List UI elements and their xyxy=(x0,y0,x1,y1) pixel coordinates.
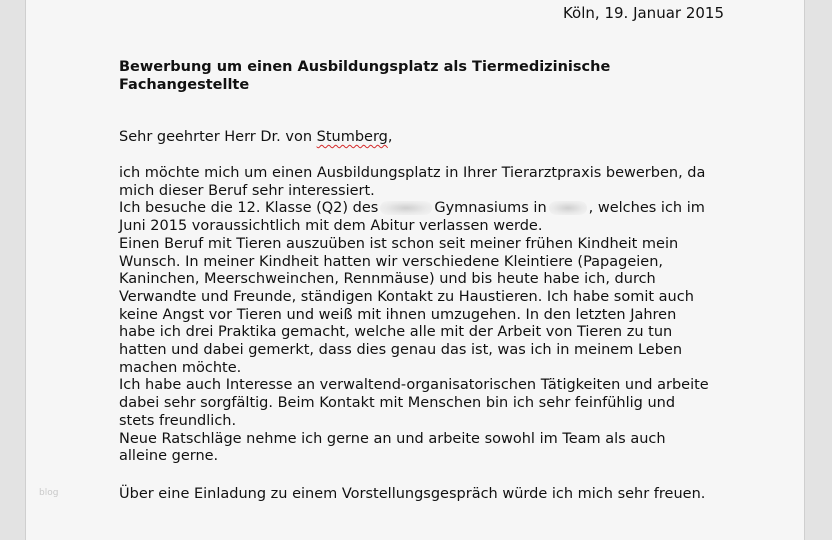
body-line: Verwandte und Freunde, ständigen Kontakt zu Haustieren. Ich habe somit auch xyxy=(119,288,694,305)
salutation-suffix: , xyxy=(387,129,393,145)
letter-subject xyxy=(119,58,679,94)
body-line: Einen Beruf mit Tieren auszuüben ist schon seit meiner frühen Kindheit mein xyxy=(119,235,679,252)
body-line: Neue Ratschläge nehme ich gerne an und arbeite sowohl im Team als auch xyxy=(119,430,666,447)
body-line: Wunsch. In meiner Kindheit hatten wir verschiedene Kleintiere (Papageien, xyxy=(119,253,664,270)
body-line: Kaninchen, Meerschweinchen, Rennmäuse) und bis heute habe ich, durch xyxy=(119,271,656,288)
body-line: machen möchte. xyxy=(119,359,242,376)
redacted-school-name xyxy=(380,201,432,215)
letter-salutation xyxy=(119,129,393,145)
spellcheck-flagged-name[interactable]: Stumberg xyxy=(316,129,388,145)
letter-date: Köln, 19. Januar 2015 xyxy=(562,4,724,22)
body-line: habe ich drei Praktika gemacht, welche alle mit der Arbeit von Tieren zu tun xyxy=(119,324,673,341)
body-line: dabei sehr sorgfältig. Beim Kontakt mit Menschen bin ich sehr feinfühlig und xyxy=(119,395,676,412)
body-line: hatten und dabei gemerkt, dass dies genau das ist, was ich in meinem Leben xyxy=(119,342,683,359)
body-line: ich möchte mich um einen Ausbildungsplatz in Ihrer Tierarztpraxis bewerben, da xyxy=(119,165,706,181)
body-text-segment: Ich besuche die 12. Klasse (Q2) des xyxy=(119,200,379,217)
body-line: alleine gerne. xyxy=(119,448,219,465)
redacted-city-name xyxy=(549,201,587,215)
subject-line: Bewerbung um einen Ausbildungsplatz als Tiermedizinische xyxy=(119,59,611,75)
letter-closing: Über eine Einladung zu einem Vorstellungsgespräch würde ich mich sehr freuen. xyxy=(119,486,706,502)
letter-body xyxy=(119,165,739,466)
body-line: stets freundlich. xyxy=(119,412,237,429)
watermark-text: blog xyxy=(39,488,59,498)
subject-line: Fachangestellte xyxy=(119,77,250,93)
body-line: Ich habe auch Interesse an verwaltend-organisatorischen Tätigkeiten und arbeite xyxy=(119,377,709,394)
document-page xyxy=(25,0,805,540)
body-text-segment: Gymnasiums in xyxy=(434,200,547,217)
body-line: keine Angst vor Tieren und weiß mit ihnen umzugehen. In den letzten Jahren xyxy=(119,306,677,323)
body-line: mich dieser Beruf sehr interessiert. xyxy=(119,182,375,199)
salutation-prefix: Sehr geehrter Herr Dr. von xyxy=(119,129,317,145)
body-line: Juni 2015 voraussichtlich mit dem Abitur verlassen werde. xyxy=(119,218,543,235)
body-line xyxy=(119,200,739,218)
body-text-segment: , welches ich im xyxy=(588,200,705,217)
